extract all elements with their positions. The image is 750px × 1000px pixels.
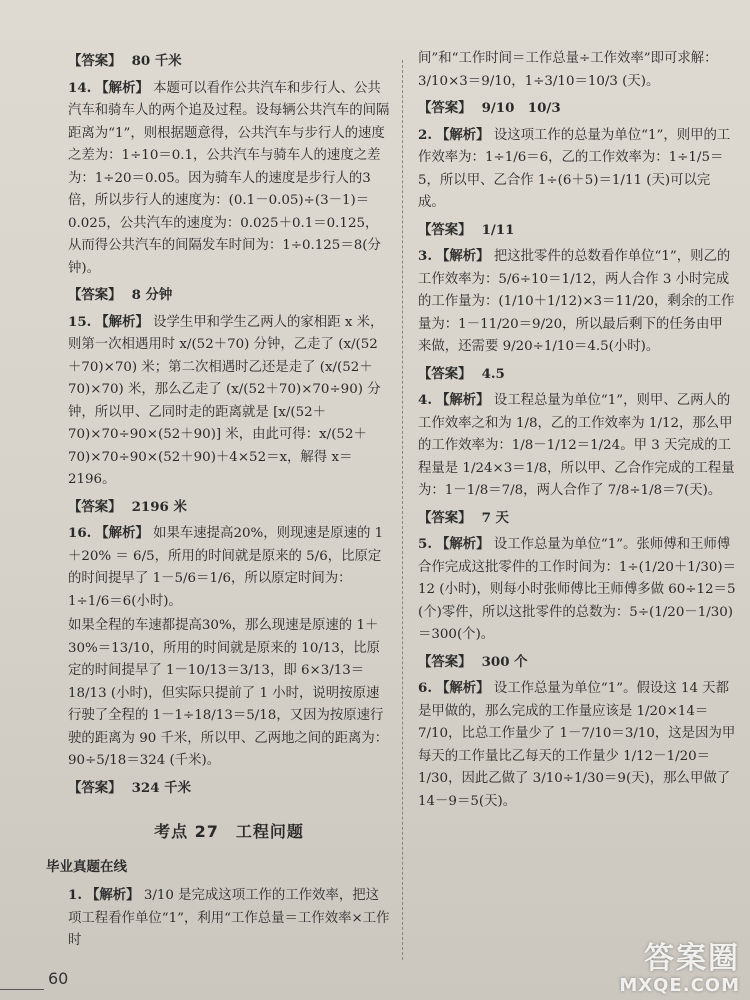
question-14: [68, 77, 390, 281]
analysis-text: 把这批零件的总数看作单位“1”，则乙的工作效率为：5/6÷10＝1/12，两人合作 3 小时完成的工作量为：(1/10＋1/12)×3＝11/20，剩余的工作量为：1－11/20＝9/20，所以最后剩下的任务由甲来做，还需要 9/20÷1/10＝4.5(小时)。: [418, 249, 735, 354]
answer-line: [418, 219, 736, 242]
answer-line: [418, 651, 736, 674]
watermark-logo: 答案圈: [644, 941, 740, 976]
page-number: 60: [48, 969, 69, 988]
right-column: [418, 48, 736, 960]
question-number: 16.: [68, 525, 92, 541]
answer-tag: 【答案】: [68, 53, 122, 69]
question-4: [418, 389, 736, 503]
analysis-tag: 【解析】: [435, 126, 490, 143]
answer-tag: 【答案】: [418, 653, 472, 670]
section-title: 考点 27 工程问题: [154, 822, 304, 841]
question-5: [418, 533, 736, 647]
answer-value: 7 天: [481, 509, 509, 526]
question-3: [418, 245, 736, 359]
question-number: 14.: [68, 79, 92, 96]
analysis-text: 设工作总量为单位“1”。假设这 14 天都是甲做的，那么完成的工作量应该是 1/20×14＝7/10，比总工作量少了 1－7/10＝3/10，这是因为甲每天的工作量比乙每天的工作量少 1/12－1/20＝1/30，因此乙做了 3/10÷1/30＝9(天)，那么甲做了 14－9＝5(天)。: [418, 681, 736, 809]
analysis-tag: 【解析】: [95, 313, 149, 330]
question-15: [68, 311, 390, 492]
analysis-tag: 【解析】: [435, 536, 490, 552]
analysis-tag: 【解析】: [85, 887, 140, 903]
answer-tag: 【答案】: [418, 221, 472, 238]
answer-line: [68, 496, 390, 519]
answer-value: 2196 米: [131, 498, 187, 515]
site-watermark: [619, 942, 740, 996]
answer-value: 9/10 10/3: [481, 100, 561, 116]
answer-value: 4.5: [481, 365, 505, 382]
question-number: 5.: [418, 536, 432, 552]
answer-line: [418, 507, 736, 530]
column-divider: [402, 60, 403, 960]
analysis-text: 间”和“工作时间＝工作总量÷工作效率”即可求解：3/10×3＝9/10，1÷3/10＝10/3 (天)。: [418, 51, 718, 89]
answer-tag: 【答案】: [418, 100, 472, 116]
analysis-tag: 【解析】: [95, 525, 149, 541]
analysis-tag: 【解析】: [435, 248, 490, 264]
analysis-text: 3/10 是完成这项工作的工作效率，把这项工程看作单位“1”，利用“工作总量＝工作效率×工作时: [68, 888, 390, 948]
answer-line: [68, 50, 390, 73]
answer-tag: 【答案】: [418, 509, 472, 526]
question-number: 1.: [68, 887, 82, 903]
question-number: 2.: [418, 126, 432, 143]
section-subtitle: 毕业真题在线: [46, 858, 127, 875]
analysis-text: 设工程总量为单位“1”，则甲、乙两人的工作效率之和为 1/8，乙的工作效率为 1/12，那么甲的工作效率为：1/8－1/12＝1/24。甲 3 天完成的工程量是 1/24×3＝1/8，所以甲、乙合作完成的工程量为：1－1/8＝7/8，两人合作了 7/8÷1/8＝7(天)。: [418, 393, 735, 498]
answer-value: 8 分钟: [131, 287, 173, 303]
answer-tag: 【答案】: [418, 365, 472, 382]
question-16: [68, 522, 390, 773]
analysis-text-continued: 如果全程的车速都提高30%，那么现速是原速的 1＋30%＝13/10，所用的时间就是原来的 10/13，比原定的时间提早了 1－10/13＝3/13，即 6×3/13＝18/13 (小时)，但实际只提前了 1 小时，说明按原速行驶了全程的 1－1÷18/13＝5/18，又因为按原速行驶的距离为 90 千米，所以甲、乙两地之间的距离为：90÷5/18＝324 (千米)。: [68, 618, 389, 768]
answer-tag: 【答案】: [68, 779, 122, 796]
analysis-text: 如果车速提高20%，则现速是原速的 1＋20% ＝ 6/5，所用的时间就是原来的 5/6，比原定的时间提早了 1－5/6＝1/6，所以原定时间为：1÷1/6＝6(小时)。: [68, 526, 384, 609]
analysis-text: 本题可以看作公共汽车和步行人、公共汽车和骑车人的两个追及过程。设每辆公共汽车的间隔距离为“1”，则根据题意得，公共汽车与步行人的速度之差为：1÷10＝0.1，公共汽车与骑车人的速度之差为：1÷20＝0.05。因为骑车人的速度是步行人的3倍，所以步行人的速度为：(0.1－0.05)÷(3－1)＝0.025，公共汽车的速度为：0.025＋0.1＝0.125，从而得公共汽车的间隔发车时间为：1÷0.125＝8(分钟)。: [68, 80, 390, 276]
analysis-tag: 【解析】: [435, 680, 490, 696]
question-6: [418, 677, 736, 813]
answer-value: 80 千米: [131, 53, 182, 69]
answer-value: 300 个: [481, 653, 528, 670]
analysis-text: 设工作总量为单位“1”。张师傅和王师傅合作完成这批零件的工作时间为：1÷(1/20＋1/30)＝12 (小时)，则每小时张师傅比王师傅多做 60÷12＝5 (个)零件，所以这批零件的总数为：5÷(1/20－1/30)＝300(个)。: [418, 537, 736, 642]
question-number: 6.: [418, 680, 432, 696]
answer-value: 324 千米: [131, 779, 191, 796]
answer-value: 1/11: [481, 221, 515, 238]
footer-rule: [0, 989, 44, 990]
analysis-tag: 【解析】: [95, 79, 149, 96]
question-1: [68, 884, 390, 953]
answer-line: [418, 363, 736, 386]
question-number: 15.: [68, 313, 92, 330]
left-column: [46, 48, 390, 960]
question-number: 3.: [418, 248, 432, 264]
watermark-url: MXQE.COM: [619, 975, 740, 996]
question-1-continued: [418, 48, 736, 93]
answer-line: [418, 97, 736, 120]
analysis-text: 设学生甲和学生乙两人的家相距 x 米，则第一次相遇用时 x/(52＋70) 分钟，乙走了 (x/(52＋70)×70) 米；第二次相遇时乙还是走了 (x/(52＋70)×70) 米，那么乙走了 (x/(52＋70)×70÷90) 分钟，所以甲、乙同时走的距离就是 [x/(52＋70)×70÷90×(52＋90)] 米，由此可得：x/(52＋70)×70÷90×(52＋90)＋4×52＝x，解得 x＝2196。: [68, 314, 384, 487]
analysis-text: 设这项工作的总量为单位“1”，则甲的工作效率为：1÷1/6＝6，乙的工作效率为：1÷1/5＝5，所以甲、乙合作 1÷(6＋5)＝1/11 (天)可以完成。: [418, 127, 731, 210]
answer-tag: 【答案】: [68, 498, 122, 515]
question-2: [418, 124, 736, 215]
analysis-tag: 【解析】: [435, 392, 490, 408]
page-footer: [0, 941, 750, 1000]
answer-line: [68, 284, 390, 307]
answer-line: [68, 777, 390, 800]
answer-tag: 【答案】: [68, 287, 122, 303]
question-number: 4.: [418, 392, 432, 408]
